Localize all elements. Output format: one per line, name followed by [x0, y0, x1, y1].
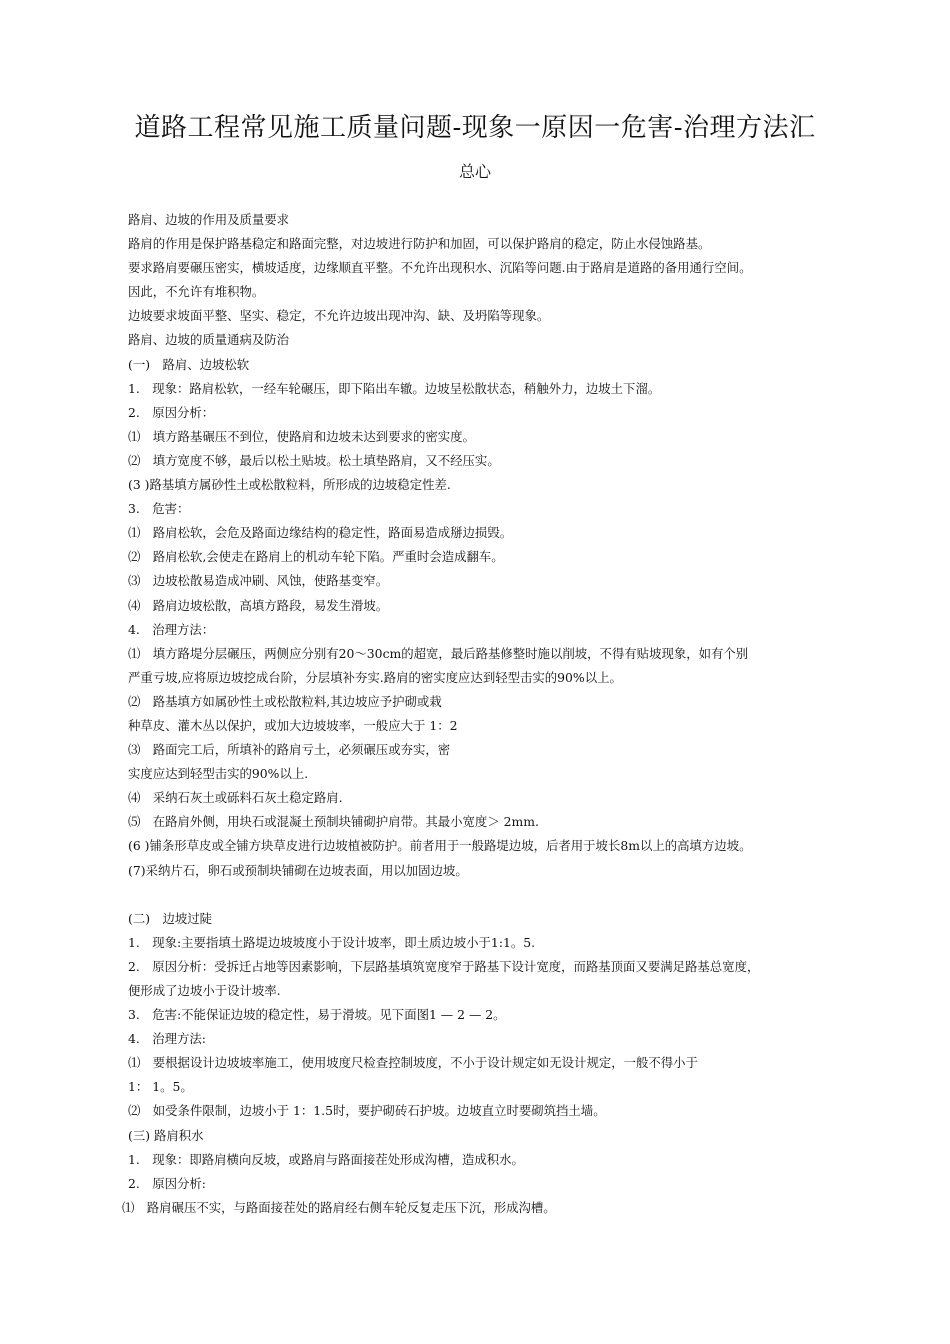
body-line: (3 )路基填方属砂性土或松散粒料，所形成的边坡稳定性差. — [128, 477, 451, 493]
document-subtitle: 总心 — [458, 162, 491, 181]
body-line: 实度应达到轻型击实的90%以上. — [128, 766, 309, 782]
body-line: 4. 治理方法: — [128, 1031, 206, 1047]
body-line: 路肩、边坡的质量通病及防治 — [128, 332, 290, 348]
body-line: (7)采纳片石，卵石或预制块铺砌在边坡表面，用以加固边坡。 — [128, 862, 468, 878]
body-line: ⑴ 填方路基碾压不到位，使路肩和边坡未达到要求的密实度。 — [128, 428, 475, 444]
body-line: 严重亏坡,应将原边坡挖成台阶，分层填补夯实.路肩的密实度应达到轻型击实的90%以上。 — [128, 669, 622, 685]
body-line: ⑴ 路肩碾压不实，与路面接茬处的路肩经右侧车轮反复走压下沉，形成沟槽。 — [122, 1199, 556, 1215]
body-line: ⑶ 边坡松散易造成冲刷、风蚀，使路基变窄。 — [128, 573, 389, 589]
body-line: ⑷ 路肩边坡松散，高填方路段，易发生滑坡。 — [128, 597, 389, 613]
body-line: (一) 路肩、边坡松软 — [128, 356, 250, 372]
body-line: 路肩的作用是保护路基稳定和路面完整，对边坡进行防护和加固，可以保护路肩的稳定，防止水侵蚀路基。 — [128, 236, 711, 252]
body-line: 1. 现象:主要指填土路堤边坡坡度小于设计坡率，即土质边坡小于1:1。5. — [128, 934, 536, 950]
body-line: 2. 原因分析：受拆迁占地等因素影响，下层路基填筑宽度窄于路基下设计宽度，而路基顶面又要满足路基总宽度， — [128, 958, 760, 974]
body-line: ⑴ 要根据设计边坡坡率施工，使用坡度尺检查控制坡度，不小于设计规定如无设计规定，一般不得小于 — [128, 1055, 698, 1071]
body-line: ⑴ 填方路堤分层碾压，两侧应分别有20〜30cm的超宽，最后路基修整时施以削坡，不得有贴坡现象，如有个别 — [128, 645, 749, 661]
body-line: 1. 现象：即路肩横向反坡，或路肩与路面接茬处形成沟槽，造成积水。 — [128, 1151, 524, 1167]
body-line: 种草皮、灌木丛以保护，或加大边坡坡率，一般应大于 1：2 — [128, 717, 458, 733]
body-line — [128, 883, 828, 907]
body-line: ⑷ 采纳石灰土或砾料石灰土稳定路肩. — [128, 790, 343, 806]
body-line: (二) 边坡过陡 — [128, 910, 213, 926]
body-line: ⑵ 如受条件限制，边坡小于 1：1.5时，要护砌砖石护坡。边坡直立时要砌筑挡土墙。 — [128, 1103, 606, 1119]
body-line: (6 )铺条形草皮或全铺方块草皮进行边坡植被防护。前者用于一般路堤边坡，后者用于坡长8m以上的高填方边坡。 — [128, 838, 752, 854]
document-title: 道路工程常见施工质量问题-现象一原因一危害-治理方法汇 — [134, 113, 816, 143]
body-line: 1. 现象：路肩松软，一经车轮碾压，即下陷出车辙。边坡呈松散状态，稍触外力，边坡土下溜。 — [128, 380, 661, 396]
body-line: (三) 路肩积水 — [128, 1127, 204, 1143]
document-body — [122, 208, 828, 1220]
body-line: 路肩、边坡的作用及质量要求 — [128, 212, 290, 227]
body-line: 2. 原因分析： — [128, 404, 215, 420]
body-line: 3. 危害： — [128, 501, 190, 517]
body-line: 要求路肩要碾压密实，横坡适度，边缘顺直平整。不允许出现积水、沉陷等问题.由于路肩是道路的备用通行空间。 — [128, 260, 752, 276]
body-line: 因此，不允许有堆积物。 — [128, 284, 265, 300]
body-line: 3. 危害:不能保证边坡的稳定性，易于滑坡。见下面图1 — 2 — 2。 — [128, 1007, 506, 1023]
body-line: ⑵ 填方宽度不够，最后以松土贴坡。松土填垫路肩，又不经压实。 — [128, 452, 500, 468]
body-line: 4. 治理方法： — [128, 621, 215, 637]
body-line: ⑶ 路面完工后，所填补的路肩亏土，必须碾压或夯实，密 — [128, 742, 451, 758]
body-line: 边坡要求坡面平整、坚实、稳定，不允许边坡出现冲沟、缺、及坍陷等现象。 — [128, 308, 550, 324]
body-line: ⑵ 路肩松软,会使走在路肩上的机动车轮下陷。严重时会造成翻车。 — [128, 549, 504, 565]
body-line: ⑴ 路肩松软，会危及路面边缘结构的稳定性，路面易造成掰边损毁。 — [128, 525, 513, 541]
body-line: 1： 1。5。 — [128, 1079, 193, 1095]
body-line: ⑸ 在路肩外侧，用块石或混凝土预制块铺砌护肩带。其最小宽度＞ 2mm. — [128, 814, 539, 830]
body-line: ⑵ 路基填方如属砂性土或松散粒料,其边坡应予护砌或栽 — [128, 693, 442, 709]
body-line: 便形成了边坡小于设计坡率. — [128, 983, 281, 998]
body-line: 2. 原因分析: — [128, 1175, 206, 1191]
